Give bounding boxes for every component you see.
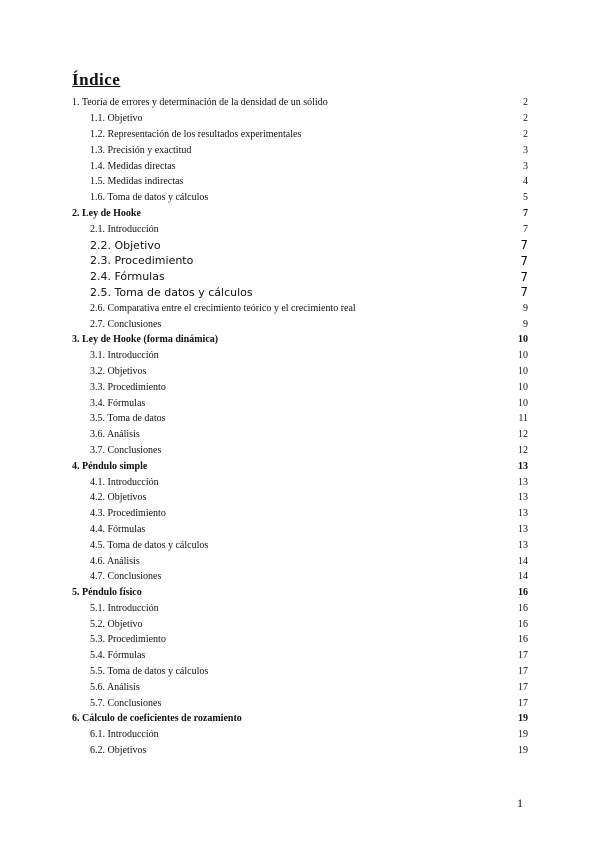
toc-section-entry[interactable] [72,664,528,680]
toc-section-entry[interactable] [72,679,528,695]
toc-entry-page: 16 [518,618,528,630]
toc-section-entry[interactable] [72,111,528,127]
toc-entry-page: 16 [518,634,528,646]
toc-entry-page: 13 [518,492,528,504]
toc-entry-label: 1.5. Medidas indirectas [90,176,184,188]
toc-entry-label: 4.2. Objetivos [90,492,147,504]
toc-section-entry[interactable] [72,253,528,269]
toc-entry-page: 12 [518,444,528,456]
toc-entry-label: 1.2. Representación de los resultados experimentales [90,128,302,140]
toc-entry-page: 7 [520,253,528,268]
toc-section-entry[interactable] [72,285,528,301]
toc-section-entry[interactable] [72,364,528,380]
toc-entry-page: 9 [523,302,528,314]
toc-section-entry[interactable] [72,300,528,316]
toc-section-entry[interactable] [72,474,528,490]
toc-entry-page: 13 [518,460,528,472]
toc-section-entry[interactable] [72,221,528,237]
toc-entry-page: 10 [518,365,528,377]
toc-section-entry[interactable] [72,743,528,759]
toc-entry-page: 7 [520,238,528,253]
toc-entry-page: 12 [518,429,528,441]
toc-entry-label: 4.3. Procedimiento [90,508,166,520]
table-of-contents [72,95,528,758]
toc-entry-page: 13 [518,508,528,520]
toc-chapter-entry[interactable] [72,711,528,727]
toc-section-entry[interactable] [72,316,528,332]
toc-entry-page: 7 [520,285,528,300]
toc-entry-label: 4.5. Toma de datos y cálculos [90,539,209,551]
toc-entry-label: 5. Péndulo físico [72,587,142,599]
toc-entry-page: 17 [518,666,528,678]
toc-section-entry[interactable] [72,632,528,648]
toc-section-entry[interactable] [72,190,528,206]
toc-entry-page: 7 [523,223,528,235]
toc-section-entry[interactable] [72,379,528,395]
toc-entry-label: 3.6. Análisis [90,429,140,441]
toc-section-entry[interactable] [72,616,528,632]
toc-entry-page: 3 [523,160,528,172]
toc-entry-page: 17 [518,681,528,693]
toc-section-entry[interactable] [72,490,528,506]
toc-entry-label: 3.4. Fórmulas [90,397,146,409]
toc-entry-label: 4.4. Fórmulas [90,523,146,535]
toc-chapter-entry[interactable] [72,585,528,601]
toc-section-entry[interactable] [72,569,528,585]
toc-section-entry[interactable] [72,142,528,158]
toc-entry-label: 3.5. Toma de datos [90,413,166,425]
toc-section-entry[interactable] [72,411,528,427]
toc-chapter-entry[interactable] [72,332,528,348]
toc-entry-label: 5.2. Objetivo [90,618,143,630]
toc-entry-page: 9 [523,318,528,330]
toc-entry-page: 13 [518,523,528,535]
toc-entry-label: 3.1. Introducción [90,350,159,362]
toc-section-entry[interactable] [72,522,528,538]
toc-entry-label: 1.3. Precisión y exactitud [90,144,192,156]
toc-entry-label: 4.6. Análisis [90,555,140,567]
toc-chapter-entry[interactable] [72,206,528,222]
toc-entry-page: 13 [518,476,528,488]
toc-entry-page: 2 [523,97,528,109]
toc-chapter-entry[interactable] [72,95,528,111]
toc-entry-label: 1.1. Objetivo [90,113,143,125]
toc-entry-page: 7 [520,269,528,284]
toc-entry-page: 5 [523,192,528,204]
toc-entry-label: 4.1. Introducción [90,476,159,488]
toc-section-entry[interactable] [72,158,528,174]
toc-section-entry[interactable] [72,127,528,143]
toc-entry-label: 6.2. Objetivos [90,745,147,757]
toc-section-entry[interactable] [72,537,528,553]
toc-entry-page: 4 [523,176,528,188]
toc-entry-page: 17 [518,650,528,662]
toc-entry-label: 2.1. Introducción [90,223,159,235]
toc-entry-label: 5.4. Fórmulas [90,650,146,662]
toc-entry-label: 5.6. Análisis [90,681,140,693]
toc-entry-label: 5.1. Introducción [90,602,159,614]
toc-entry-page: 17 [518,697,528,709]
toc-entry-page: 10 [518,381,528,393]
toc-entry-label: 2.2. Objetivo [90,238,161,252]
toc-section-entry[interactable] [72,695,528,711]
toc-entry-page: 16 [518,602,528,614]
toc-entry-page: 11 [518,413,528,425]
toc-entry-page: 16 [518,587,528,599]
toc-entry-label: 3. Ley de Hooke (forma dinámica) [72,334,219,346]
toc-entry-label: 1.4. Medidas directas [90,160,176,172]
toc-entry-page: 10 [518,350,528,362]
toc-entry-label: 5.5. Toma de datos y cálculos [90,666,209,678]
toc-entry-page: 19 [518,713,528,725]
toc-section-entry[interactable] [72,727,528,743]
toc-entry-label: 3.3. Procedimiento [90,381,166,393]
toc-section-entry[interactable] [72,506,528,522]
toc-entry-label: 1. Teoría de errores y determinación de la densidad de un sólido [72,97,328,109]
toc-entry-page: 10 [518,334,528,346]
toc-entry-label: 2.7. Conclusiones [90,318,162,330]
toc-entry-label: 2. Ley de Hooke [72,207,141,219]
toc-entry-label: 3.7. Conclusiones [90,444,162,456]
toc-section-entry[interactable] [72,443,528,459]
toc-entry-page: 14 [518,555,528,567]
toc-entry-label: 6.1. Introducción [90,729,159,741]
toc-section-entry[interactable] [72,395,528,411]
page-title: Índice [72,70,121,89]
toc-section-entry[interactable] [72,601,528,617]
page-number: 1 [517,796,523,810]
toc-entry-label: 6. Cálculo de coeficientes de rozamiento [72,713,242,725]
toc-section-entry[interactable] [72,174,528,190]
toc-section-entry[interactable] [72,348,528,364]
toc-entry-label: 4.7. Conclusiones [90,571,162,583]
toc-entry-label: 5.7. Conclusiones [90,697,162,709]
toc-entry-page: 14 [518,571,528,583]
toc-entry-label: 2.4. Fórmulas [90,270,165,284]
toc-entry-label: 1.6. Toma de datos y cálculos [90,192,209,204]
toc-section-entry[interactable] [72,553,528,569]
toc-entry-label: 5.3. Procedimiento [90,634,166,646]
toc-entry-page: 2 [523,113,528,125]
toc-entry-label: 4. Péndulo simple [72,460,148,472]
toc-entry-page: 7 [523,207,528,219]
toc-entry-page: 2 [523,128,528,140]
toc-entry-label: 2.3. Procedimiento [90,254,194,268]
toc-entry-page: 19 [518,745,528,757]
toc-entry-label: 2.5. Toma de datos y cálculos [90,285,253,299]
toc-chapter-entry[interactable] [72,458,528,474]
toc-entry-page: 10 [518,397,528,409]
toc-entry-page: 13 [518,539,528,551]
toc-section-entry[interactable] [72,427,528,443]
toc-section-entry[interactable] [72,237,528,253]
toc-entry-label: 2.6. Comparativa entre el crecimiento teórico y el crecimiento real [90,302,356,314]
toc-entry-label: 3.2. Objetivos [90,365,147,377]
toc-entry-page: 19 [518,729,528,741]
toc-entry-page: 3 [523,144,528,156]
toc-section-entry[interactable] [72,648,528,664]
toc-section-entry[interactable] [72,269,528,285]
